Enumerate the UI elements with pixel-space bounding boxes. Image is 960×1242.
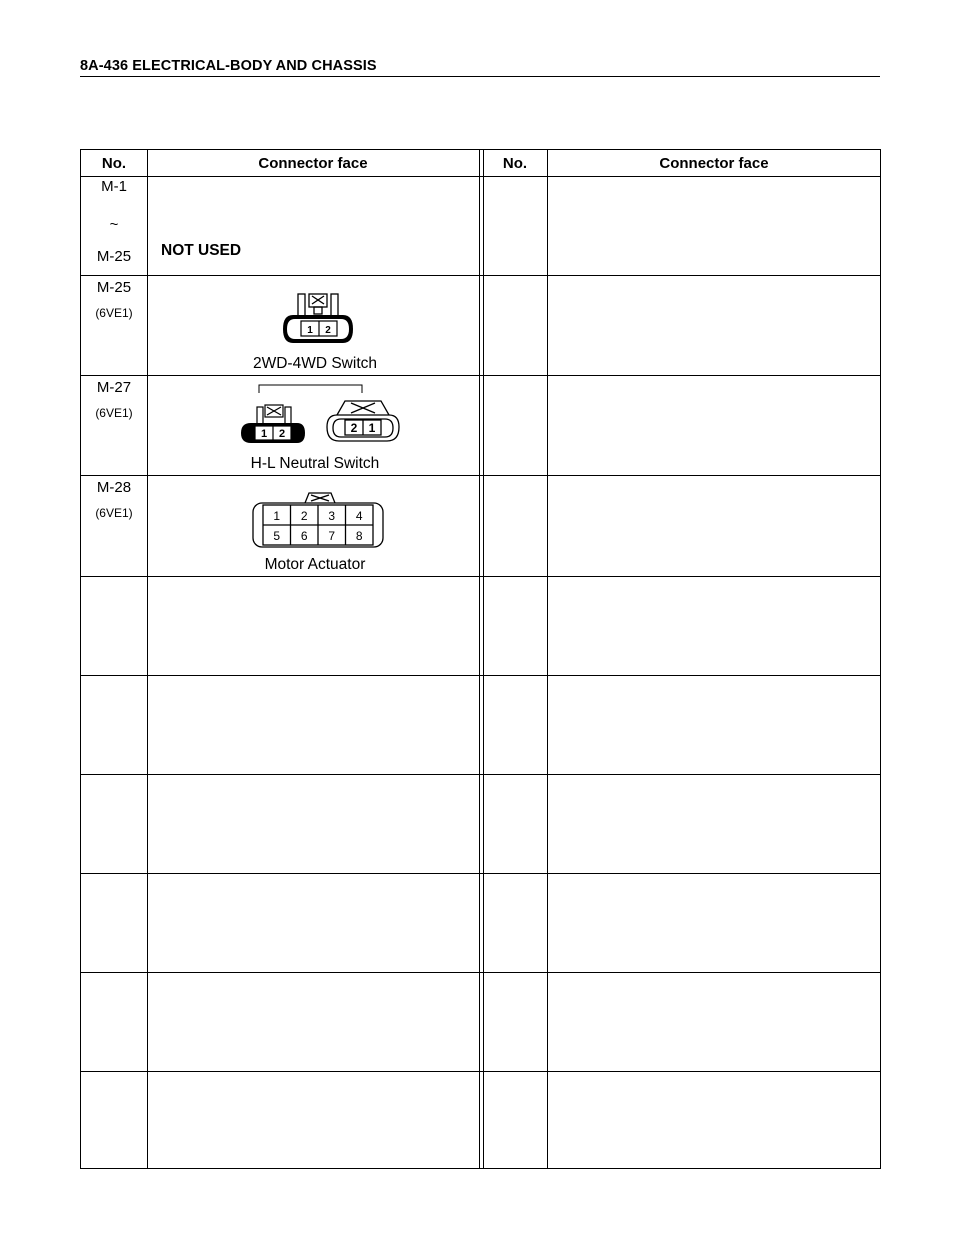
pin-label: 8	[355, 529, 363, 543]
mating-bracket	[259, 385, 362, 393]
connector-number	[81, 279, 147, 320]
grid-line	[81, 873, 880, 874]
pin-label: 4	[355, 509, 363, 523]
pin-label: 1	[368, 421, 376, 435]
pin-label: 5	[273, 529, 281, 543]
header-rule	[80, 76, 880, 77]
grid-line	[547, 150, 548, 1168]
connector-number-label: M-28	[96, 479, 132, 496]
pin-label: 1	[260, 428, 268, 440]
grid-line	[81, 576, 880, 577]
connector-table	[80, 149, 881, 1169]
range-tilde: ~	[109, 216, 119, 233]
grid-line	[483, 150, 484, 1168]
connector-motor-actuator	[247, 489, 389, 553]
connector-number-label: M-25	[96, 279, 132, 296]
grid-line	[81, 1071, 880, 1072]
connector-number: M-1	[101, 178, 127, 195]
column-header-no-right: No.	[502, 155, 528, 172]
connector-number	[81, 379, 147, 420]
connector-caption: Motor Actuator	[264, 556, 366, 573]
table-row	[81, 176, 481, 275]
female-connector	[327, 401, 399, 441]
grid-line	[81, 972, 880, 973]
page-header-title: 8A-436 ELECTRICAL-BODY AND CHASSIS	[80, 58, 377, 74]
pin-label: 7	[328, 529, 336, 543]
pin-label: 2	[278, 428, 286, 440]
connector-number: M-25	[96, 248, 132, 265]
column-header-connector-face: Connector face	[258, 155, 368, 172]
not-used-label: NOT USED	[161, 242, 242, 259]
engine-variant: (6VE1)	[95, 406, 133, 420]
connector-2wd-4wd-switch	[281, 289, 359, 349]
pin-label: 3	[328, 509, 336, 523]
connector-number	[81, 479, 147, 520]
column-header-no: No.	[101, 155, 127, 172]
table-row	[81, 475, 481, 576]
connector-caption: H-L Neutral Switch	[250, 455, 380, 472]
connector-number-label: M-27	[96, 379, 132, 396]
column-header-connector-face-right: Connector face	[659, 155, 769, 172]
male-connector	[241, 405, 305, 443]
pin-label: 1	[307, 325, 313, 336]
pin-label: 2	[325, 325, 331, 336]
connector-h-l-neutral-switch	[231, 381, 421, 451]
pin-label: 2	[350, 421, 358, 435]
pin-label: 6	[300, 529, 308, 543]
table-row	[81, 275, 481, 375]
connector-caption: 2WD-4WD Switch	[252, 355, 377, 372]
table-row	[81, 375, 481, 475]
grid-line	[81, 774, 880, 775]
engine-variant: (6VE1)	[95, 506, 133, 520]
connector-latch	[298, 294, 338, 316]
grid-line	[81, 675, 880, 676]
pin-label: 1	[273, 509, 281, 523]
engine-variant: (6VE1)	[95, 306, 133, 320]
pin-label: 2	[300, 509, 308, 523]
